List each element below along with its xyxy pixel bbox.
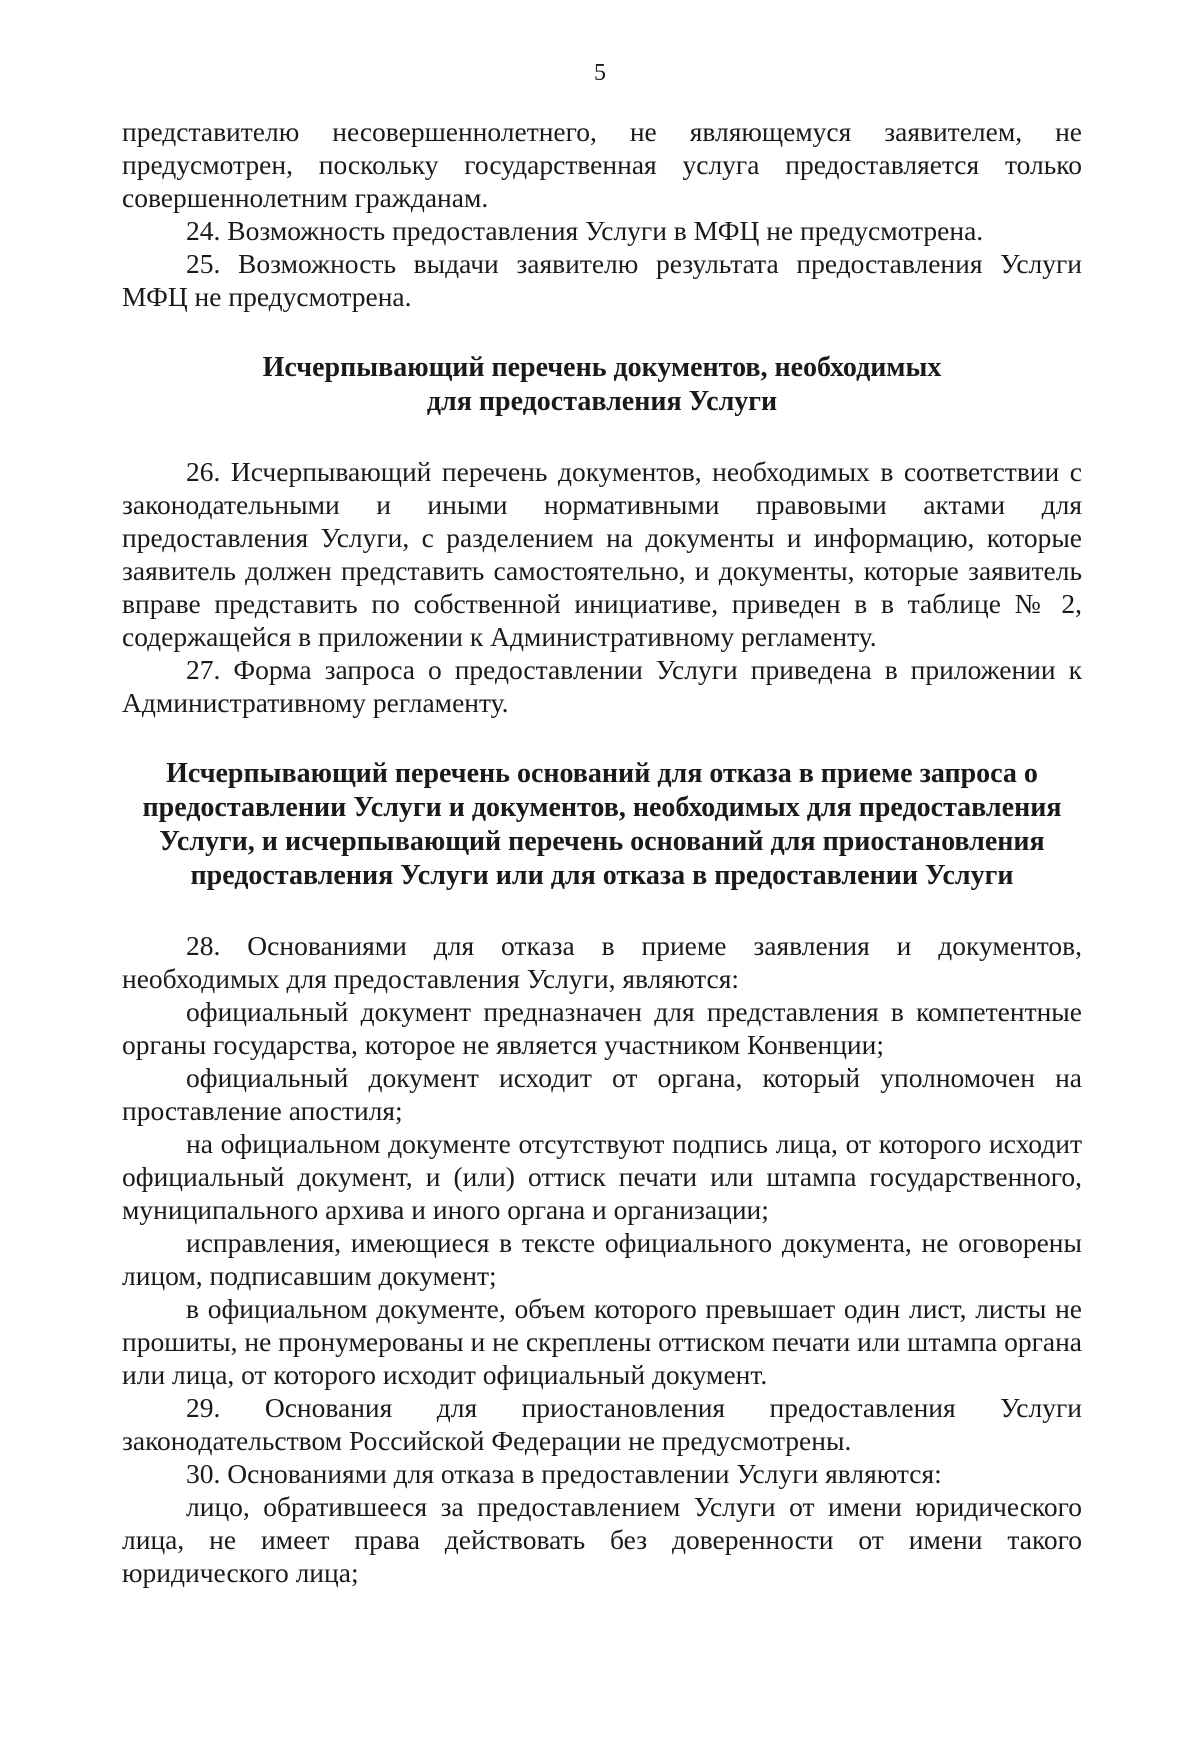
document-body	[122, 115, 1082, 1589]
paragraph-27: 27. Форма запроса о предоставлении Услуги приведена в приложении к Административному регламенту.	[122, 654, 1082, 718]
paragraph-continuation: представителю несовершеннолетнего, не являющемуся заявителем, не предусмотрен, поскольку государственная услуга предоставляется только совершеннолетним гражданам.	[122, 116, 1082, 213]
section-heading-documents	[122, 351, 1082, 419]
heading-line: предоставлении Услуги и документов, необходимых для предоставления	[142, 792, 1062, 823]
page-number: 5	[594, 60, 606, 86]
section-heading-refusal-grounds	[122, 757, 1082, 893]
paragraph-28: 28. Основаниями для отказа в приеме заявления и документов, необходимых для предоставления Услуги, являются:	[122, 930, 1082, 994]
heading-line: Услуги, и исчерпывающий перечень оснований для приостановления	[159, 826, 1045, 857]
paragraph-26: 26. Исчерпывающий перечень документов, необходимых в соответствии с законодательными и иными нормативными правовыми актами для предоставления Услуги, с разделением на документы и информацию, которые заявитель должен представить самостоятельно, и документы, которые заявитель вправе представить по собственной инициативе, приведен в в таблице № 2, содержащейся в приложении к Административному регламенту.	[122, 456, 1082, 652]
paragraph-30: 30. Основаниями для отказа в предоставлении Услуги являются:	[186, 1458, 942, 1489]
heading-line: предоставления Услуги или для отказа в предоставлении Услуги	[190, 860, 1014, 891]
heading-line: для предоставления Услуги	[426, 386, 778, 417]
paragraph-24: 24. Возможность предоставления Услуги в МФЦ не предусмотрена.	[186, 215, 984, 246]
paragraph-28-item-2: официальный документ исходит от органа, который уполномочен на проставление апостиля;	[122, 1062, 1082, 1126]
paragraph-29: 29. Основания для приостановления предоставления Услуги законодательством Российской Федерации не предусмотрены.	[122, 1392, 1082, 1456]
paragraph-28-item-5: в официальном документе, объем которого превышает один лист, листы не прошиты, не пронумерованы и не скреплены оттиском печати или штампа органа или лица, от которого исходит официальный документ.	[122, 1293, 1082, 1390]
paragraph-28-item-1: официальный документ предназначен для представления в компетентные органы государства, которое не является участником Конвенции;	[122, 996, 1082, 1060]
heading-line: Исчерпывающий перечень оснований для отказа в приеме запроса о	[166, 758, 1038, 789]
paragraph-28-item-4: исправления, имеющиеся в тексте официального документа, не оговорены лицом, подписавшим документ;	[122, 1227, 1082, 1291]
paragraph-25: 25. Возможность выдачи заявителю результата предоставления Услуги МФЦ не предусмотрена.	[122, 248, 1082, 312]
paragraph-30-item-1: лицо, обратившееся за предоставлением Услуги от имени юридического лица, не имеет права действовать без доверенности от имени такого юридического лица;	[122, 1491, 1082, 1588]
heading-line: Исчерпывающий перечень документов, необходимых	[262, 352, 942, 383]
paragraph-28-item-3: на официальном документе отсутствуют подпись лица, от которого исходит официальный документ, и (или) оттиск печати или штампа государственного, муниципального архива и иного органа и организации;	[122, 1128, 1082, 1225]
